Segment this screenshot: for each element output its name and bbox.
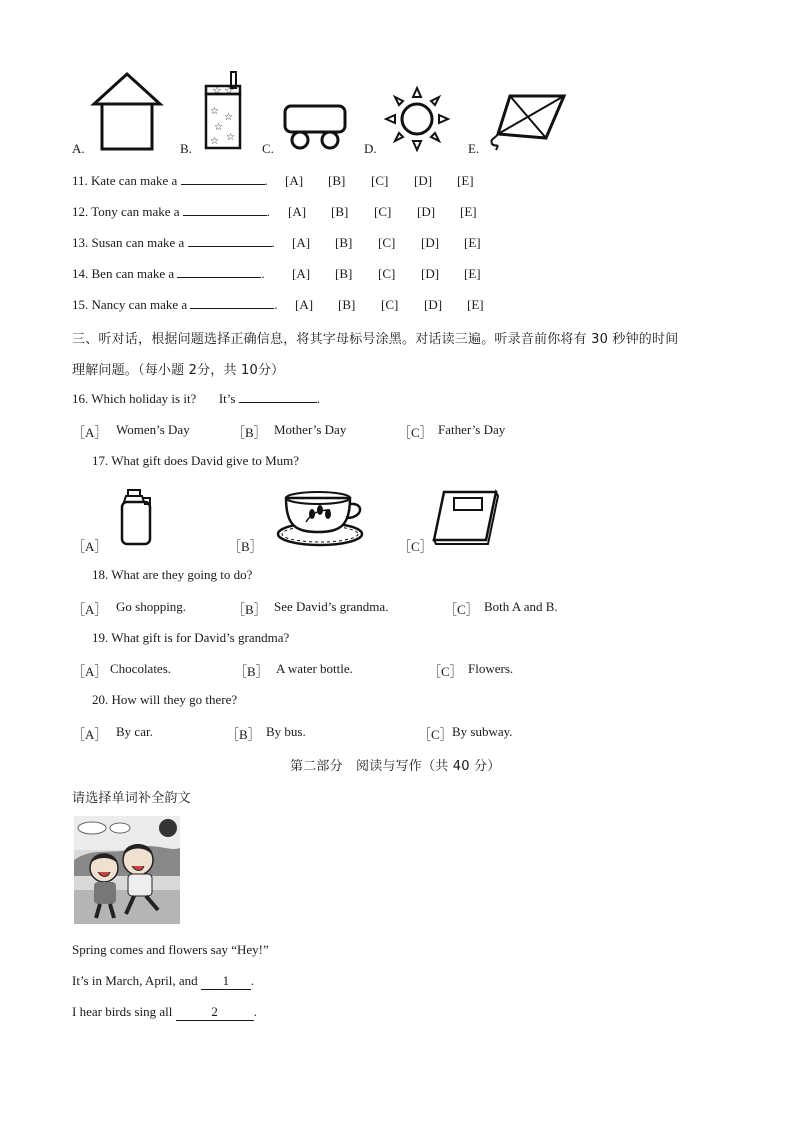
q18-label-b[interactable]: ［B］ (232, 602, 267, 617)
cart-icon (282, 102, 348, 150)
q17-label-b[interactable]: ［B］ (228, 539, 263, 554)
blank-2[interactable]: 2 (176, 1004, 254, 1021)
kite-icon (488, 90, 568, 152)
question-14: 14. Ben can make a . (72, 266, 265, 281)
question-11: 11. Kate can make a . (72, 173, 268, 188)
q18-label-c[interactable]: ［C］ (444, 602, 479, 617)
q18-option-a[interactable]: Go shopping. (116, 599, 187, 614)
q20-option-a[interactable]: By car. (116, 724, 153, 739)
q19-option-c[interactable]: Flowers. (468, 661, 514, 676)
q16-option-a[interactable]: Women’s Day (116, 422, 190, 437)
svg-text:☆: ☆ (226, 132, 235, 143)
q18-option-c[interactable]: Both A and B. (484, 599, 558, 614)
option-letter-c: C. (262, 141, 274, 156)
q19-label-b[interactable]: ［B］ (234, 664, 269, 679)
q18-option-b[interactable]: See David’s grandma. (274, 599, 389, 614)
choice-d[interactable]: [D] (417, 204, 436, 219)
choice-c[interactable]: [C] (374, 204, 392, 219)
part2-title: 第二部分 阅读与写作（共 40 分） (290, 759, 501, 774)
q19-label-c[interactable]: ［C］ (428, 664, 463, 679)
svg-text:☆: ☆ (210, 136, 219, 147)
answer-blank[interactable] (188, 246, 272, 247)
choice-e[interactable]: [E] (457, 173, 474, 188)
house-icon (92, 72, 162, 152)
choice-b[interactable]: [B] (331, 204, 349, 219)
teacup-icon (276, 488, 366, 548)
question-stem: 16. Which holiday is it? (72, 391, 197, 406)
question-stem: 15. Nancy can make a (72, 297, 188, 312)
svg-text:☆: ☆ (224, 85, 234, 97)
choice-b[interactable]: [B] (335, 266, 353, 281)
question-15: 15. Nancy can make a . (72, 297, 278, 312)
q16-label-a[interactable]: ［A］ (72, 425, 108, 440)
question-stem: 13. Susan can make a (72, 235, 185, 250)
svg-text:☆: ☆ (214, 122, 223, 133)
q16-option-b[interactable]: Mother’s Day (274, 422, 347, 437)
q17-label-c[interactable]: ［C］ (398, 539, 433, 554)
section3-instruction-line1: 三、听对话，根据问题选择正确信息，将其字母标号涂黑。对话读三遍。听录音前你将有 30 秒钟的时间 (72, 332, 679, 347)
q20-label-b[interactable]: ［B］ (226, 727, 261, 742)
choice-e[interactable]: [E] (467, 297, 484, 312)
q20-option-c[interactable]: By subway. (452, 724, 513, 739)
poem-line-3: I hear birds sing all 2 . (72, 1004, 257, 1019)
answer-blank[interactable] (177, 277, 261, 278)
sun-icon (384, 86, 450, 152)
section3-instruction-line2: 理解问题。（每小题 2分，共 10分） (72, 363, 285, 378)
question-stem: 11. Kate can make a (72, 173, 178, 188)
question-13: 13. Susan can make a . (72, 235, 275, 250)
question-stem: 14. Ben can make a (72, 266, 175, 281)
choice-a[interactable]: [A] (285, 173, 304, 188)
choice-b[interactable]: [B] (338, 297, 356, 312)
choice-d[interactable]: [D] (424, 297, 443, 312)
question-stem: 12. Tony can make a (72, 204, 180, 219)
choice-a[interactable]: [A] (292, 235, 311, 250)
option-letter-a: A. (72, 141, 85, 156)
choice-a[interactable]: [A] (292, 266, 311, 281)
question-17: 17. What gift does David give to Mum? (92, 453, 300, 468)
option-letter-d: D. (364, 141, 377, 156)
q19-label-a[interactable]: ［A］ (72, 664, 108, 679)
option-letter-b: B. (180, 141, 192, 156)
poem-line-2: It’s in March, April, and 1 . (72, 973, 255, 988)
choice-e[interactable]: [E] (464, 235, 481, 250)
choice-d[interactable]: [D] (414, 173, 433, 188)
answer-blank[interactable] (239, 402, 317, 403)
q20-option-b[interactable]: By bus. (266, 724, 306, 739)
q19-option-b[interactable]: A water bottle. (276, 661, 353, 676)
poem-line-text: I hear birds sing all (72, 1004, 173, 1019)
choice-c[interactable]: [C] (378, 235, 396, 250)
blank-1[interactable]: 1 (201, 973, 251, 990)
answer-blank[interactable] (190, 308, 274, 309)
answer-blank[interactable] (183, 215, 267, 216)
choice-b[interactable]: [B] (335, 235, 353, 250)
question-19: 19. What gift is for David’s grandma? (92, 630, 290, 645)
carton-icon (202, 70, 246, 152)
svg-text:☆: ☆ (212, 85, 222, 97)
q17-label-a[interactable]: ［A］ (72, 539, 108, 554)
question-16: 16. Which holiday is it? It’s . (72, 391, 320, 406)
svg-text:☆: ☆ (224, 112, 233, 123)
choice-a[interactable]: [A] (288, 204, 307, 219)
q16-label-c[interactable]: ［C］ (398, 425, 433, 440)
q20-label-a[interactable]: ［A］ (72, 727, 108, 742)
book-icon (430, 488, 500, 548)
choice-e[interactable]: [E] (460, 204, 477, 219)
question-18: 18. What are they going to do? (92, 567, 253, 582)
choice-a[interactable]: [A] (295, 297, 314, 312)
choice-e[interactable]: [E] (464, 266, 481, 281)
choice-b[interactable]: [B] (328, 173, 346, 188)
option-letter-e: E. (468, 141, 480, 156)
choice-d[interactable]: [D] (421, 266, 440, 281)
bottle-icon (116, 488, 158, 548)
choice-c[interactable]: [C] (378, 266, 396, 281)
q18-label-a[interactable]: ［A］ (72, 602, 108, 617)
question-12: 12. Tony can make a . (72, 204, 271, 219)
svg-text:☆: ☆ (210, 106, 219, 117)
choice-c[interactable]: [C] (381, 297, 399, 312)
choice-c[interactable]: [C] (371, 173, 389, 188)
question-20: 20. How will they go there? (92, 692, 238, 707)
q19-option-a[interactable]: Chocolates. (110, 661, 172, 676)
poem-line-text: It’s in March, April, and (72, 973, 198, 988)
children-playing-illustration (74, 816, 180, 924)
choice-d[interactable]: [D] (421, 235, 440, 250)
q16-option-c[interactable]: Father’s Day (438, 422, 506, 437)
cloze-instruction: 请选择单词补全韵文 (72, 791, 191, 806)
q20-label-c[interactable]: ［C］ (418, 727, 453, 742)
q16-label-b[interactable]: ［B］ (232, 425, 267, 440)
answer-blank[interactable] (181, 184, 265, 185)
answer-prefix: It’s (218, 391, 236, 406)
poem-line-1: Spring comes and flowers say “Hey!” (72, 942, 269, 957)
